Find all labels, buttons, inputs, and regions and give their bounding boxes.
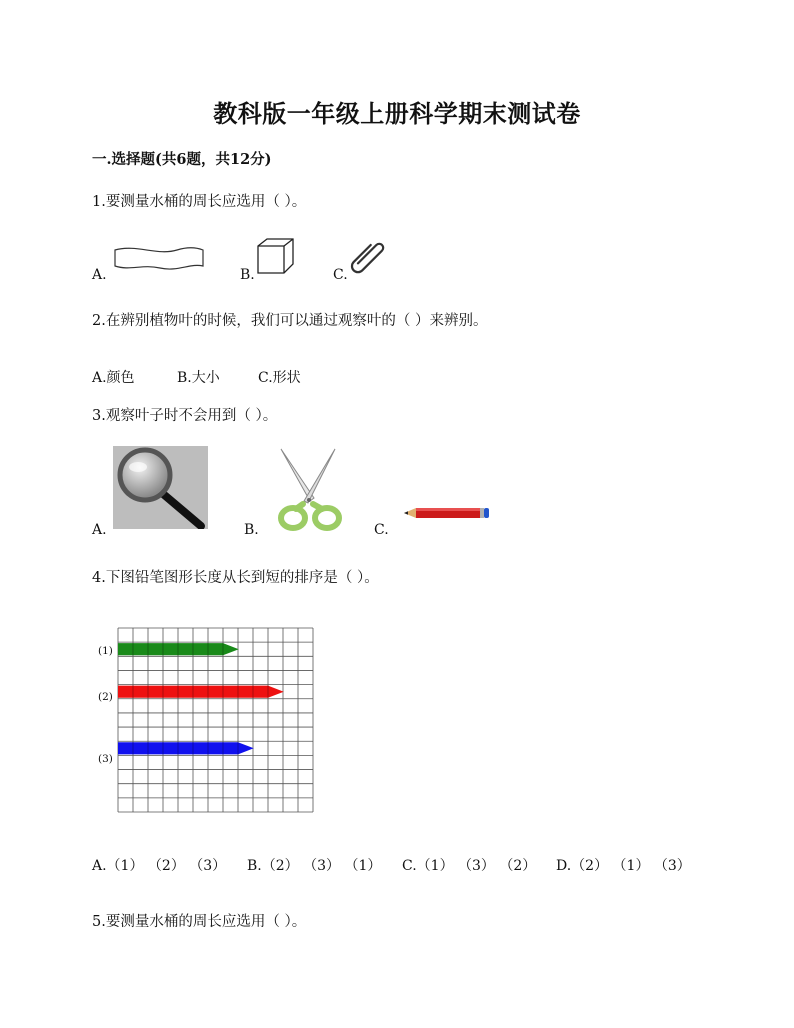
scissors-icon	[276, 446, 342, 534]
pencil-icon	[404, 506, 490, 520]
magnifier-icon	[113, 446, 208, 529]
question-1: 1.要测量水桶的周长应选用（ ）。	[92, 194, 307, 210]
q4-option-b: B.（2） （3） （1）	[247, 858, 382, 874]
q2-option-a: A.颜色	[92, 370, 135, 386]
question-3: 3.观察叶子时不会用到（ ）。	[92, 408, 278, 424]
q1-option-a-label: A.	[92, 267, 107, 283]
paper-strip-icon	[112, 244, 206, 274]
pencil-label-1: (1)	[98, 645, 113, 657]
q3-option-c-label: C.	[374, 522, 389, 538]
q1-option-b-label: B.	[240, 267, 255, 283]
q3-option-a-label: A.	[92, 522, 107, 538]
pencil-shape-2	[118, 686, 284, 698]
q4-option-c: C.（1） （3） （2）	[402, 858, 537, 874]
q4-option-a: A.（1） （2） （3）	[92, 858, 227, 874]
q4-option-d: D.（2） （1） （3）	[556, 858, 691, 874]
paperclip-icon	[350, 236, 390, 278]
q2-option-c: C.形状	[258, 370, 301, 386]
q1-option-c-label: C.	[333, 267, 348, 283]
question-2: 2.在辨别植物叶的时候，我们可以通过观察叶的（ ）来辨别。	[92, 313, 488, 329]
q2-option-b: B.大小	[177, 370, 220, 386]
q3-option-b-label: B.	[244, 522, 259, 538]
question-5: 5.要测量水桶的周长应选用（ ）。	[92, 914, 307, 930]
pencil-shape-3	[118, 742, 254, 754]
pencil-label-3: (3)	[98, 753, 113, 765]
grid-lines	[118, 628, 313, 812]
section-heading: 一.选择题(共6题，共12分)	[92, 151, 272, 168]
question-4: 4.下图铅笔图形长度从长到短的排序是（ ）。	[92, 570, 379, 586]
pencil-grid-figure	[117, 627, 315, 814]
cube-icon	[255, 236, 295, 276]
pencil-label-2: (2)	[98, 691, 113, 703]
page-title: 教科版一年级上册科学期末测试卷	[213, 99, 581, 128]
